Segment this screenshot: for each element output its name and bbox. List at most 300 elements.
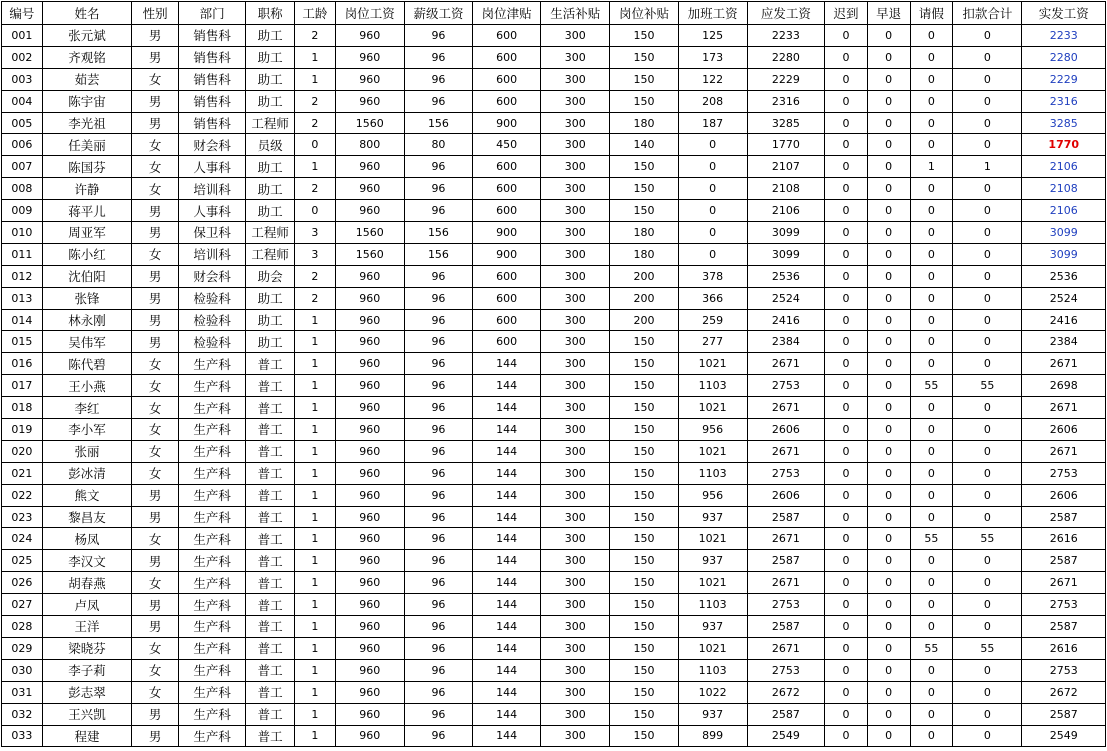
cell-post-allowance: 144 bbox=[473, 572, 541, 594]
cell-grade-wage: 96 bbox=[404, 200, 472, 222]
cell-seniority: 1 bbox=[294, 353, 335, 375]
cell-department: 生产科 bbox=[179, 506, 246, 528]
cell-late: 0 bbox=[825, 25, 868, 47]
cell-id: 020 bbox=[2, 440, 43, 462]
cell-net-pay: 1770 bbox=[1022, 134, 1106, 156]
cell-leave: 0 bbox=[910, 484, 953, 506]
cell-living-subsidy: 300 bbox=[541, 375, 610, 397]
cell-seniority: 1 bbox=[294, 616, 335, 638]
cell-gross-pay: 2106 bbox=[747, 200, 824, 222]
cell-gross-pay: 2753 bbox=[747, 659, 824, 681]
cell-id: 004 bbox=[2, 90, 43, 112]
cell-gross-pay: 2606 bbox=[747, 484, 824, 506]
cell-post-wage: 960 bbox=[335, 462, 404, 484]
cell-deduction-total: 0 bbox=[953, 309, 1022, 331]
cell-grade-wage: 96 bbox=[404, 178, 472, 200]
cell-gross-pay: 2671 bbox=[747, 353, 824, 375]
cell-seniority: 1 bbox=[294, 659, 335, 681]
cell-seniority: 2 bbox=[294, 178, 335, 200]
cell-department: 人事科 bbox=[179, 156, 246, 178]
cell-gender: 男 bbox=[132, 725, 179, 747]
table-row bbox=[2, 46, 1106, 68]
cell-post-allowance: 144 bbox=[473, 637, 541, 659]
cell-late: 0 bbox=[825, 112, 868, 134]
cell-title: 普工 bbox=[246, 616, 295, 638]
cell-leave: 0 bbox=[910, 397, 953, 419]
cell-seniority: 1 bbox=[294, 331, 335, 353]
cell-late: 0 bbox=[825, 309, 868, 331]
cell-department: 检验科 bbox=[179, 331, 246, 353]
cell-post-wage: 960 bbox=[335, 528, 404, 550]
cell-post-wage: 960 bbox=[335, 594, 404, 616]
cell-post-allowance: 144 bbox=[473, 703, 541, 725]
cell-overtime-pay: 173 bbox=[678, 46, 747, 68]
cell-net-pay: 2384 bbox=[1022, 331, 1106, 353]
cell-title: 普工 bbox=[246, 703, 295, 725]
cell-grade-wage: 96 bbox=[404, 265, 472, 287]
cell-deduction-total: 0 bbox=[953, 112, 1022, 134]
cell-seniority: 1 bbox=[294, 572, 335, 594]
cell-leave: 0 bbox=[910, 68, 953, 90]
cell-department: 培训科 bbox=[179, 178, 246, 200]
cell-deduction-total: 0 bbox=[953, 178, 1022, 200]
cell-gender: 女 bbox=[132, 440, 179, 462]
cell-grade-wage: 96 bbox=[404, 484, 472, 506]
cell-id: 002 bbox=[2, 46, 43, 68]
cell-post-wage: 960 bbox=[335, 353, 404, 375]
cell-post-allowance: 144 bbox=[473, 419, 541, 441]
cell-early-leave: 0 bbox=[867, 156, 910, 178]
cell-grade-wage: 96 bbox=[404, 616, 472, 638]
cell-post-subsidy: 180 bbox=[610, 243, 678, 265]
cell-seniority: 1 bbox=[294, 506, 335, 528]
cell-name: 陈代碧 bbox=[42, 353, 132, 375]
cell-leave: 0 bbox=[910, 572, 953, 594]
table-row bbox=[2, 265, 1106, 287]
cell-gender: 女 bbox=[132, 419, 179, 441]
cell-name: 黎昌友 bbox=[42, 506, 132, 528]
cell-department: 人事科 bbox=[179, 200, 246, 222]
cell-gender: 男 bbox=[132, 594, 179, 616]
cell-id: 017 bbox=[2, 375, 43, 397]
cell-net-pay: 2606 bbox=[1022, 419, 1106, 441]
cell-title: 普工 bbox=[246, 375, 295, 397]
cell-deduction-total: 0 bbox=[953, 550, 1022, 572]
cell-net-pay: 2671 bbox=[1022, 572, 1106, 594]
cell-deduction-total: 0 bbox=[953, 659, 1022, 681]
cell-post-allowance: 600 bbox=[473, 156, 541, 178]
cell-id: 023 bbox=[2, 506, 43, 528]
cell-net-pay: 2587 bbox=[1022, 550, 1106, 572]
cell-leave: 0 bbox=[910, 200, 953, 222]
cell-leave: 0 bbox=[910, 550, 953, 572]
cell-post-wage: 1560 bbox=[335, 222, 404, 244]
cell-post-subsidy: 150 bbox=[610, 572, 678, 594]
cell-post-wage: 960 bbox=[335, 46, 404, 68]
cell-name: 彭冰清 bbox=[42, 462, 132, 484]
cell-post-subsidy: 150 bbox=[610, 659, 678, 681]
cell-title: 普工 bbox=[246, 353, 295, 375]
cell-gender: 女 bbox=[132, 572, 179, 594]
cell-leave: 0 bbox=[910, 616, 953, 638]
cell-name: 张元斌 bbox=[42, 25, 132, 47]
cell-late: 0 bbox=[825, 659, 868, 681]
cell-name: 齐观铭 bbox=[42, 46, 132, 68]
cell-id: 033 bbox=[2, 725, 43, 747]
table-row bbox=[2, 681, 1106, 703]
cell-id: 027 bbox=[2, 594, 43, 616]
cell-leave: 0 bbox=[910, 222, 953, 244]
cell-post-subsidy: 150 bbox=[610, 90, 678, 112]
cell-net-pay: 2587 bbox=[1022, 703, 1106, 725]
cell-late: 0 bbox=[825, 528, 868, 550]
cell-late: 0 bbox=[825, 178, 868, 200]
cell-net-pay: 3099 bbox=[1022, 222, 1106, 244]
cell-net-pay: 2280 bbox=[1022, 46, 1106, 68]
table-row bbox=[2, 331, 1106, 353]
cell-post-wage: 960 bbox=[335, 419, 404, 441]
cell-early-leave: 0 bbox=[867, 200, 910, 222]
cell-deduction-total: 0 bbox=[953, 419, 1022, 441]
cell-deduction-total: 0 bbox=[953, 25, 1022, 47]
cell-department: 生产科 bbox=[179, 353, 246, 375]
cell-overtime-pay: 1021 bbox=[678, 572, 747, 594]
cell-gender: 男 bbox=[132, 287, 179, 309]
cell-post-wage: 1560 bbox=[335, 112, 404, 134]
cell-department: 生产科 bbox=[179, 375, 246, 397]
cell-post-allowance: 900 bbox=[473, 222, 541, 244]
cell-early-leave: 0 bbox=[867, 112, 910, 134]
cell-post-subsidy: 150 bbox=[610, 331, 678, 353]
cell-seniority: 1 bbox=[294, 68, 335, 90]
cell-late: 0 bbox=[825, 397, 868, 419]
cell-leave: 55 bbox=[910, 637, 953, 659]
table-row bbox=[2, 637, 1106, 659]
cell-gender: 男 bbox=[132, 46, 179, 68]
cell-name: 卢凤 bbox=[42, 594, 132, 616]
cell-seniority: 1 bbox=[294, 528, 335, 550]
cell-early-leave: 0 bbox=[867, 703, 910, 725]
cell-name: 李红 bbox=[42, 397, 132, 419]
cell-deduction-total: 0 bbox=[953, 200, 1022, 222]
cell-gross-pay: 2107 bbox=[747, 156, 824, 178]
cell-gender: 男 bbox=[132, 616, 179, 638]
cell-gender: 男 bbox=[132, 703, 179, 725]
cell-title: 助工 bbox=[246, 309, 295, 331]
cell-post-allowance: 144 bbox=[473, 375, 541, 397]
cell-net-pay: 2549 bbox=[1022, 725, 1106, 747]
cell-seniority: 2 bbox=[294, 287, 335, 309]
cell-grade-wage: 96 bbox=[404, 681, 472, 703]
cell-gross-pay: 1770 bbox=[747, 134, 824, 156]
cell-seniority: 1 bbox=[294, 681, 335, 703]
cell-deduction-total: 0 bbox=[953, 353, 1022, 375]
cell-gross-pay: 2229 bbox=[747, 68, 824, 90]
cell-id: 001 bbox=[2, 25, 43, 47]
cell-post-subsidy: 150 bbox=[610, 419, 678, 441]
cell-grade-wage: 96 bbox=[404, 725, 472, 747]
cell-gender: 女 bbox=[132, 243, 179, 265]
cell-leave: 0 bbox=[910, 462, 953, 484]
cell-leave: 0 bbox=[910, 353, 953, 375]
cell-grade-wage: 96 bbox=[404, 659, 472, 681]
cell-title: 普工 bbox=[246, 550, 295, 572]
cell-seniority: 1 bbox=[294, 156, 335, 178]
cell-gross-pay: 2672 bbox=[747, 681, 824, 703]
cell-seniority: 1 bbox=[294, 594, 335, 616]
cell-grade-wage: 80 bbox=[404, 134, 472, 156]
cell-title: 工程师 bbox=[246, 222, 295, 244]
cell-id: 005 bbox=[2, 112, 43, 134]
cell-post-wage: 1560 bbox=[335, 243, 404, 265]
cell-post-allowance: 144 bbox=[473, 594, 541, 616]
cell-net-pay: 2616 bbox=[1022, 528, 1106, 550]
cell-seniority: 3 bbox=[294, 243, 335, 265]
cell-post-wage: 960 bbox=[335, 90, 404, 112]
table-row bbox=[2, 156, 1106, 178]
cell-living-subsidy: 300 bbox=[541, 703, 610, 725]
cell-deduction-total: 0 bbox=[953, 616, 1022, 638]
cell-overtime-pay: 259 bbox=[678, 309, 747, 331]
cell-early-leave: 0 bbox=[867, 681, 910, 703]
cell-name: 张锋 bbox=[42, 287, 132, 309]
cell-overtime-pay: 899 bbox=[678, 725, 747, 747]
cell-department: 生产科 bbox=[179, 528, 246, 550]
cell-id: 007 bbox=[2, 156, 43, 178]
table-row bbox=[2, 550, 1106, 572]
cell-name: 彭志翠 bbox=[42, 681, 132, 703]
cell-post-wage: 960 bbox=[335, 725, 404, 747]
cell-seniority: 1 bbox=[294, 375, 335, 397]
cell-leave: 0 bbox=[910, 25, 953, 47]
cell-deduction-total: 0 bbox=[953, 572, 1022, 594]
cell-deduction-total: 0 bbox=[953, 68, 1022, 90]
cell-early-leave: 0 bbox=[867, 46, 910, 68]
cell-post-wage: 960 bbox=[335, 25, 404, 47]
cell-post-wage: 960 bbox=[335, 616, 404, 638]
cell-grade-wage: 96 bbox=[404, 506, 472, 528]
cell-title: 普工 bbox=[246, 419, 295, 441]
cell-early-leave: 0 bbox=[867, 419, 910, 441]
cell-post-allowance: 600 bbox=[473, 309, 541, 331]
cell-title: 助会 bbox=[246, 265, 295, 287]
cell-late: 0 bbox=[825, 353, 868, 375]
cell-title: 普工 bbox=[246, 659, 295, 681]
cell-post-subsidy: 150 bbox=[610, 353, 678, 375]
cell-gender: 女 bbox=[132, 659, 179, 681]
cell-leave: 0 bbox=[910, 703, 953, 725]
column-header-late: 迟到 bbox=[825, 2, 868, 25]
cell-overtime-pay: 0 bbox=[678, 156, 747, 178]
cell-leave: 0 bbox=[910, 112, 953, 134]
cell-living-subsidy: 300 bbox=[541, 25, 610, 47]
cell-overtime-pay: 1021 bbox=[678, 353, 747, 375]
cell-post-subsidy: 200 bbox=[610, 265, 678, 287]
cell-post-subsidy: 150 bbox=[610, 506, 678, 528]
table-row bbox=[2, 725, 1106, 747]
table-row bbox=[2, 440, 1106, 462]
cell-name: 许静 bbox=[42, 178, 132, 200]
cell-title: 普工 bbox=[246, 528, 295, 550]
cell-post-subsidy: 150 bbox=[610, 462, 678, 484]
cell-early-leave: 0 bbox=[867, 178, 910, 200]
cell-living-subsidy: 300 bbox=[541, 550, 610, 572]
cell-late: 0 bbox=[825, 419, 868, 441]
cell-deduction-total: 0 bbox=[953, 594, 1022, 616]
cell-post-allowance: 450 bbox=[473, 134, 541, 156]
cell-id: 008 bbox=[2, 178, 43, 200]
cell-overtime-pay: 1022 bbox=[678, 681, 747, 703]
cell-living-subsidy: 300 bbox=[541, 265, 610, 287]
cell-early-leave: 0 bbox=[867, 222, 910, 244]
cell-deduction-total: 0 bbox=[953, 134, 1022, 156]
cell-grade-wage: 96 bbox=[404, 331, 472, 353]
cell-seniority: 2 bbox=[294, 25, 335, 47]
cell-gender: 女 bbox=[132, 397, 179, 419]
cell-department: 生产科 bbox=[179, 594, 246, 616]
cell-post-subsidy: 150 bbox=[610, 440, 678, 462]
cell-late: 0 bbox=[825, 90, 868, 112]
cell-grade-wage: 96 bbox=[404, 287, 472, 309]
cell-late: 0 bbox=[825, 287, 868, 309]
cell-late: 0 bbox=[825, 616, 868, 638]
table-header bbox=[2, 2, 1106, 25]
cell-gross-pay: 3099 bbox=[747, 243, 824, 265]
cell-seniority: 3 bbox=[294, 222, 335, 244]
cell-post-allowance: 600 bbox=[473, 178, 541, 200]
column-header-post-wage: 岗位工资 bbox=[335, 2, 404, 25]
cell-overtime-pay: 208 bbox=[678, 90, 747, 112]
cell-overtime-pay: 937 bbox=[678, 550, 747, 572]
cell-overtime-pay: 956 bbox=[678, 484, 747, 506]
cell-living-subsidy: 300 bbox=[541, 594, 610, 616]
table-row bbox=[2, 484, 1106, 506]
cell-early-leave: 0 bbox=[867, 265, 910, 287]
cell-living-subsidy: 300 bbox=[541, 440, 610, 462]
cell-post-wage: 960 bbox=[335, 572, 404, 594]
column-header-net-pay: 实发工资 bbox=[1022, 2, 1106, 25]
cell-post-allowance: 144 bbox=[473, 659, 541, 681]
cell-living-subsidy: 300 bbox=[541, 178, 610, 200]
cell-living-subsidy: 300 bbox=[541, 200, 610, 222]
cell-living-subsidy: 300 bbox=[541, 419, 610, 441]
cell-early-leave: 0 bbox=[867, 353, 910, 375]
cell-grade-wage: 96 bbox=[404, 703, 472, 725]
cell-gross-pay: 2587 bbox=[747, 703, 824, 725]
cell-early-leave: 0 bbox=[867, 462, 910, 484]
cell-gender: 男 bbox=[132, 309, 179, 331]
cell-gender: 女 bbox=[132, 681, 179, 703]
cell-overtime-pay: 0 bbox=[678, 200, 747, 222]
cell-name: 王小燕 bbox=[42, 375, 132, 397]
cell-department: 保卫科 bbox=[179, 222, 246, 244]
cell-net-pay: 2753 bbox=[1022, 594, 1106, 616]
cell-late: 0 bbox=[825, 222, 868, 244]
cell-leave: 0 bbox=[910, 419, 953, 441]
cell-early-leave: 0 bbox=[867, 309, 910, 331]
cell-post-allowance: 144 bbox=[473, 506, 541, 528]
cell-living-subsidy: 300 bbox=[541, 506, 610, 528]
cell-name: 王洋 bbox=[42, 616, 132, 638]
cell-living-subsidy: 300 bbox=[541, 309, 610, 331]
cell-post-subsidy: 150 bbox=[610, 200, 678, 222]
column-header-id: 编号 bbox=[2, 2, 43, 25]
table-row bbox=[2, 659, 1106, 681]
cell-overtime-pay: 1103 bbox=[678, 462, 747, 484]
cell-overtime-pay: 937 bbox=[678, 703, 747, 725]
cell-living-subsidy: 300 bbox=[541, 46, 610, 68]
cell-living-subsidy: 300 bbox=[541, 528, 610, 550]
cell-seniority: 0 bbox=[294, 134, 335, 156]
cell-gross-pay: 2536 bbox=[747, 265, 824, 287]
cell-gross-pay: 2587 bbox=[747, 616, 824, 638]
table-row bbox=[2, 594, 1106, 616]
cell-post-subsidy: 150 bbox=[610, 25, 678, 47]
cell-id: 010 bbox=[2, 222, 43, 244]
cell-late: 0 bbox=[825, 572, 868, 594]
cell-department: 生产科 bbox=[179, 419, 246, 441]
cell-overtime-pay: 0 bbox=[678, 178, 747, 200]
cell-early-leave: 0 bbox=[867, 25, 910, 47]
cell-early-leave: 0 bbox=[867, 134, 910, 156]
cell-id: 028 bbox=[2, 616, 43, 638]
cell-deduction-total: 0 bbox=[953, 462, 1022, 484]
cell-grade-wage: 96 bbox=[404, 419, 472, 441]
cell-net-pay: 2587 bbox=[1022, 506, 1106, 528]
cell-deduction-total: 0 bbox=[953, 725, 1022, 747]
cell-name: 茹芸 bbox=[42, 68, 132, 90]
cell-net-pay: 2672 bbox=[1022, 681, 1106, 703]
cell-id: 018 bbox=[2, 397, 43, 419]
cell-seniority: 1 bbox=[294, 46, 335, 68]
cell-living-subsidy: 300 bbox=[541, 637, 610, 659]
cell-deduction-total: 0 bbox=[953, 506, 1022, 528]
cell-post-wage: 800 bbox=[335, 134, 404, 156]
cell-post-wage: 960 bbox=[335, 331, 404, 353]
cell-name: 杨凤 bbox=[42, 528, 132, 550]
cell-post-subsidy: 150 bbox=[610, 616, 678, 638]
cell-department: 生产科 bbox=[179, 550, 246, 572]
cell-post-allowance: 600 bbox=[473, 200, 541, 222]
cell-gender: 女 bbox=[132, 528, 179, 550]
table-row bbox=[2, 462, 1106, 484]
cell-living-subsidy: 300 bbox=[541, 68, 610, 90]
cell-post-allowance: 600 bbox=[473, 46, 541, 68]
cell-gross-pay: 3099 bbox=[747, 222, 824, 244]
cell-late: 0 bbox=[825, 550, 868, 572]
cell-early-leave: 0 bbox=[867, 550, 910, 572]
cell-post-allowance: 144 bbox=[473, 681, 541, 703]
cell-living-subsidy: 300 bbox=[541, 90, 610, 112]
cell-late: 0 bbox=[825, 506, 868, 528]
cell-leave: 0 bbox=[910, 594, 953, 616]
cell-post-wage: 960 bbox=[335, 681, 404, 703]
cell-post-subsidy: 150 bbox=[610, 725, 678, 747]
cell-post-subsidy: 150 bbox=[610, 156, 678, 178]
cell-department: 生产科 bbox=[179, 462, 246, 484]
cell-seniority: 1 bbox=[294, 725, 335, 747]
cell-seniority: 0 bbox=[294, 200, 335, 222]
cell-deduction-total: 0 bbox=[953, 681, 1022, 703]
cell-title: 工程师 bbox=[246, 112, 295, 134]
cell-post-allowance: 600 bbox=[473, 287, 541, 309]
cell-late: 0 bbox=[825, 484, 868, 506]
cell-department: 生产科 bbox=[179, 703, 246, 725]
cell-seniority: 1 bbox=[294, 419, 335, 441]
cell-gender: 女 bbox=[132, 134, 179, 156]
cell-post-subsidy: 150 bbox=[610, 46, 678, 68]
cell-net-pay: 2108 bbox=[1022, 178, 1106, 200]
